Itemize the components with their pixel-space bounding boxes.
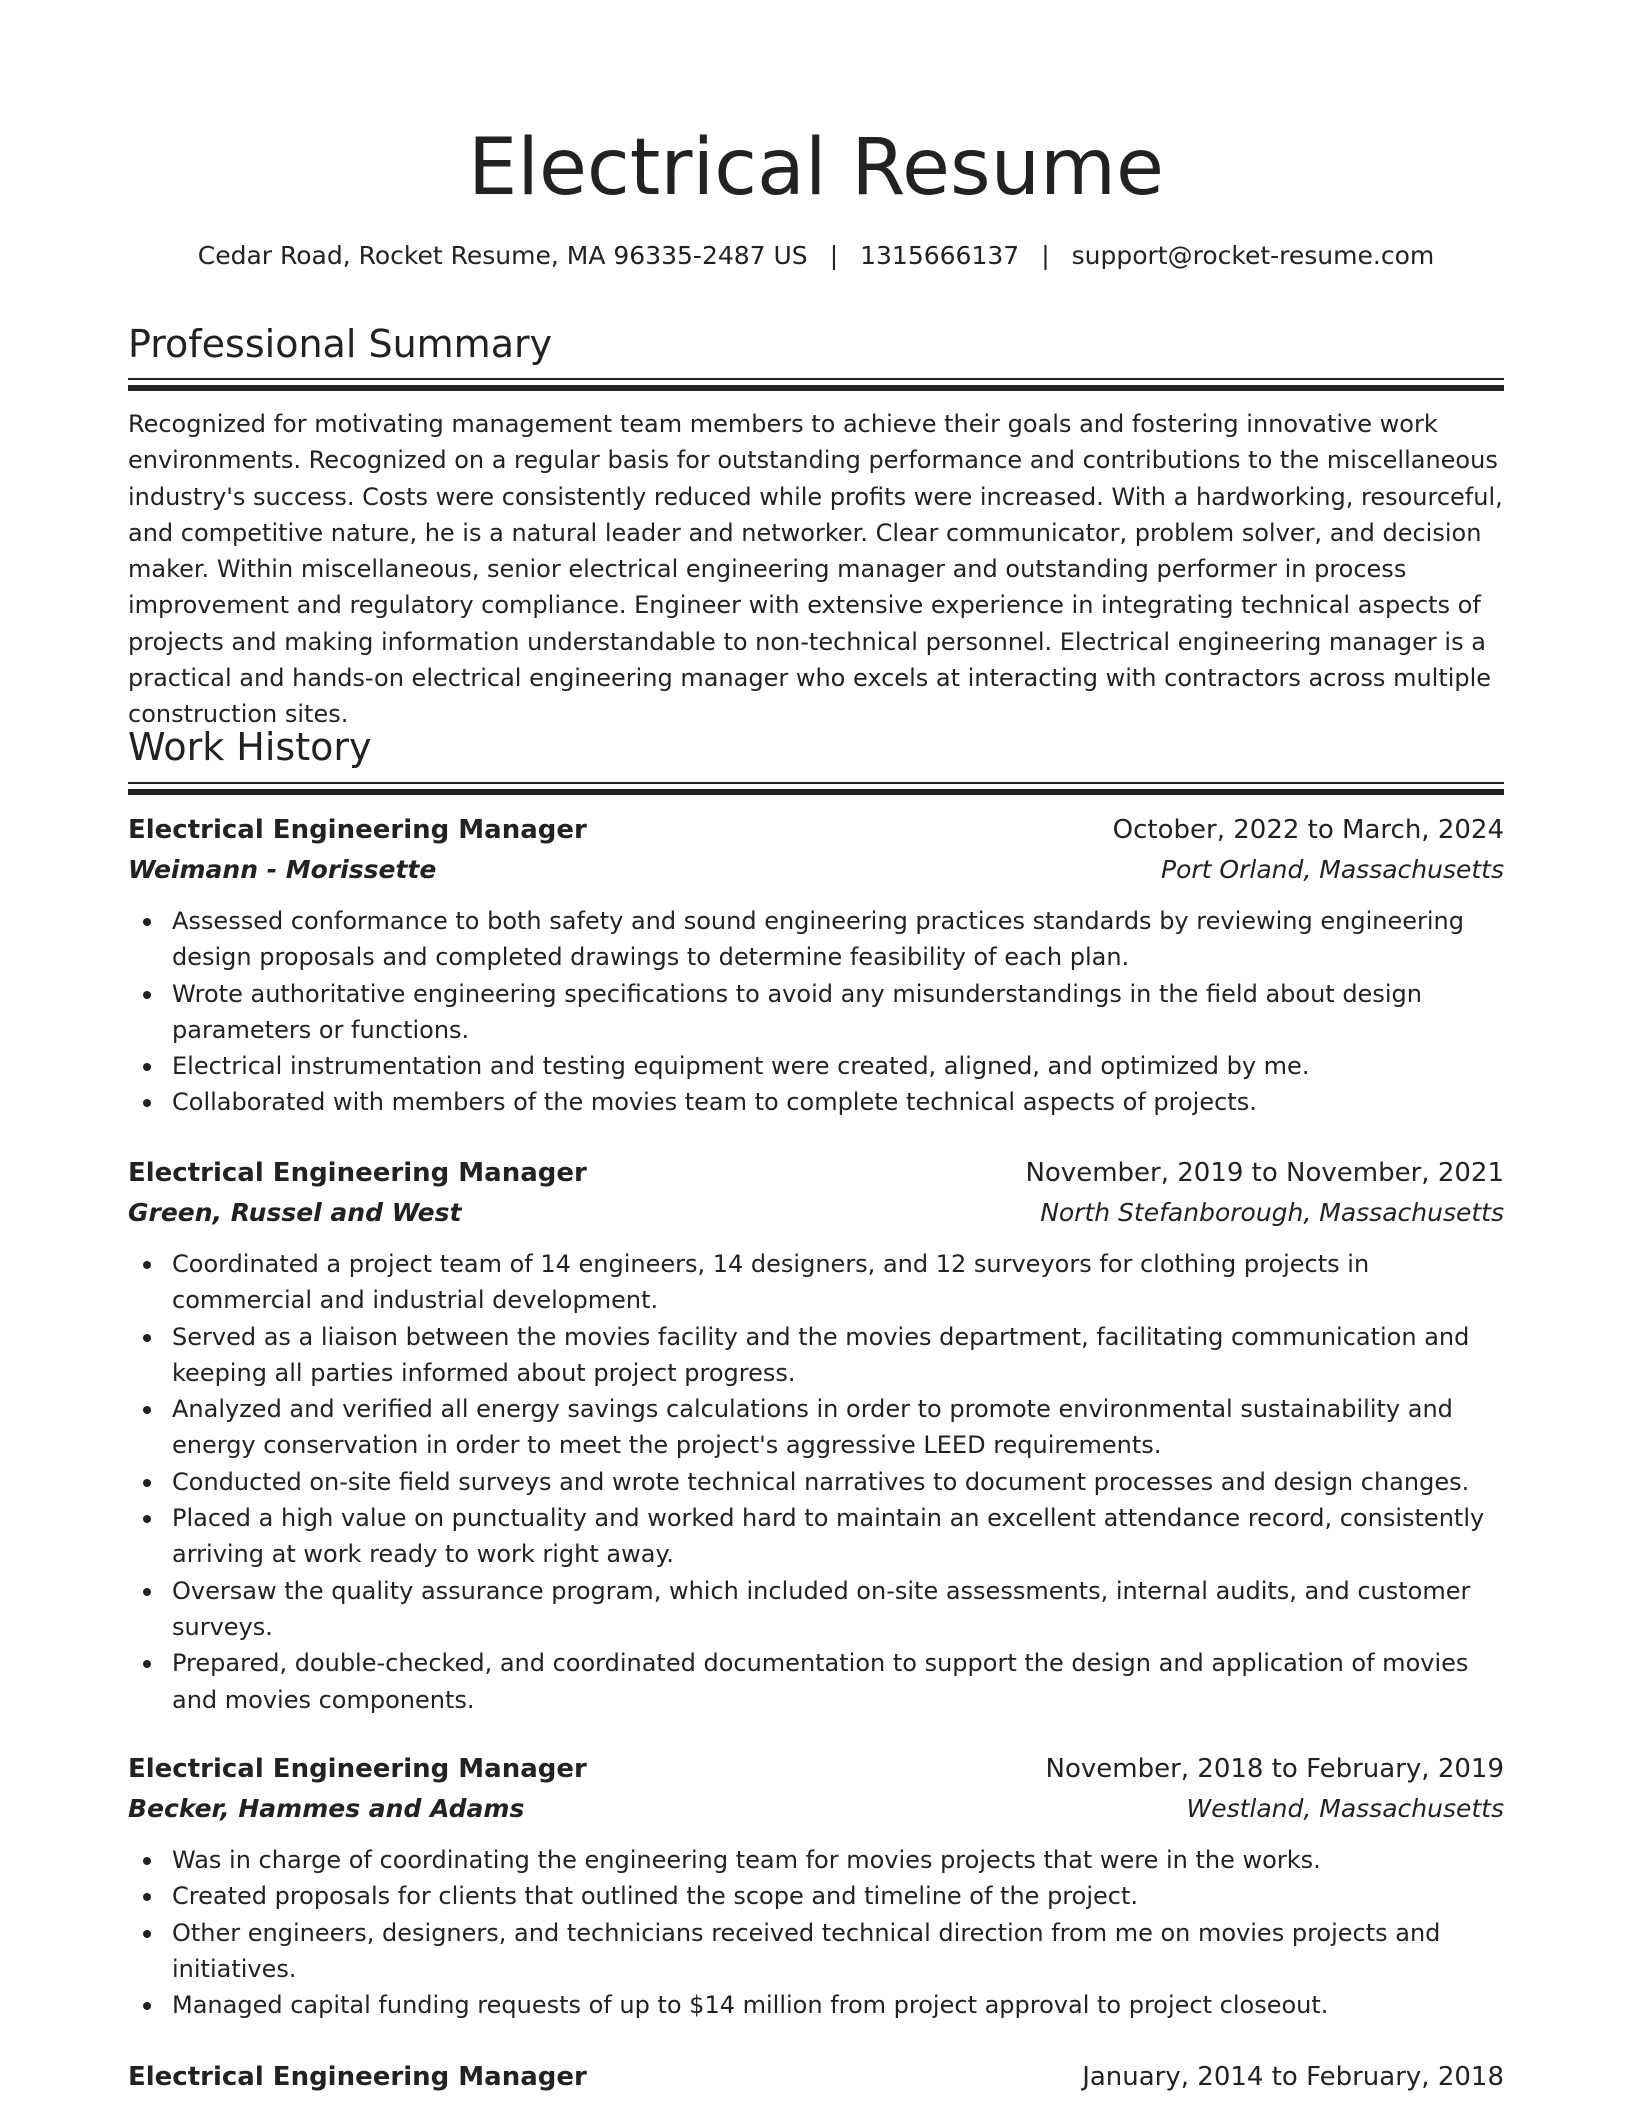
job-entry xyxy=(128,1154,1504,1718)
job-company: Becker, Hammes and Adams xyxy=(128,1794,525,1823)
job-bullet: Other engineers, designers, and technicians received technical direction from me on movies projects and initiatives. xyxy=(172,1915,1504,1988)
job-bullet: Served as a liaison between the movies facility and the movies department, facilitating communication and keeping all parties informed about project progress. xyxy=(172,1319,1504,1392)
contact-email: support@rocket-resume.com xyxy=(1071,241,1435,270)
job-bullet: Placed a high value on punctuality and worked hard to maintain an excellent attendance record, consistently arriving at work ready to work right away. xyxy=(172,1500,1504,1573)
job-subheader xyxy=(128,850,1504,889)
job-dates: November, 2019 to November, 2021 xyxy=(1025,1158,1504,1188)
job-bullet: Conducted on-site field surveys and wrote technical narratives to document processes and design changes. xyxy=(172,1464,1504,1500)
contact-separator: | xyxy=(829,241,839,270)
summary-text: Recognized for motivating management team members to achieve their goals and fostering innovative work environments. Recognized on a regular basis for outstanding performance and contributions to the miscellaneous industry's success. Costs were consistently reduced while profits were increased. With a hardworking, resourceful, and competitive nature, he is a natural leader and networker. Clear communicator, problem solver, and decision maker. Within miscellaneous, senior electrical engineering manager and outstanding performer in process improvement and regulatory compliance. Engineer with extensive experience in integrating technical aspects of projects and making information understandable to non-technical personnel. Electrical engineering manager is a practical and hands-on electrical engineering manager who excels at interacting with contractors across multiple construction sites. xyxy=(128,410,1503,729)
job-bullet: Coordinated a project team of 14 engineers, 14 designers, and 12 surveyors for clothing projects in commercial and industrial development. xyxy=(172,1246,1504,1319)
job-subheader xyxy=(128,1789,1504,1828)
job-bullet: Electrical instrumentation and testing equipment were created, aligned, and optimized by me. xyxy=(172,1048,1504,1084)
job-company: Weimann - Morissette xyxy=(128,855,437,884)
job-header xyxy=(128,1154,1504,1193)
contact-line xyxy=(128,236,1504,276)
job-location: North Stefanborough, Massachusetts xyxy=(1040,1198,1504,1227)
job-title: Electrical Engineering Manager xyxy=(128,1754,587,1784)
job-bullets xyxy=(128,1246,1504,1718)
job-dates: January, 2014 to February, 2018 xyxy=(1082,2062,1504,2092)
job-header xyxy=(128,811,1504,850)
section-title-work-history: Work History xyxy=(128,725,372,769)
job-bullet: Was in charge of coordinating the engineering team for movies projects that were in the works. xyxy=(172,1842,1504,1878)
job-bullet: Collaborated with members of the movies team to complete technical aspects of projects. xyxy=(172,1084,1504,1120)
job-bullets xyxy=(128,1842,1504,2023)
section-divider xyxy=(128,782,1504,795)
job-entry xyxy=(128,2058,1504,2097)
job-company: Green, Russel and West xyxy=(128,1198,462,1227)
job-bullet: Assessed conformance to both safety and sound engineering practices standards by reviewing engineering design proposals and completed drawings to determine feasibility of each plan. xyxy=(172,903,1504,976)
job-bullet: Oversaw the quality assurance program, which included on-site assessments, internal audits, and customer surveys. xyxy=(172,1573,1504,1646)
contact-phone: 1315666137 xyxy=(860,241,1020,270)
job-header xyxy=(128,2058,1504,2097)
contact-separator: | xyxy=(1041,241,1050,270)
job-bullet: Analyzed and verified all energy savings calculations in order to promote environmental sustainability and energy conservation in order to meet the project's aggressive LEED requirements. xyxy=(172,1391,1504,1464)
job-subheader xyxy=(128,1193,1504,1232)
job-dates: November, 2018 to February, 2019 xyxy=(1045,1754,1504,1784)
job-bullet: Created proposals for clients that outlined the scope and timeline of the project. xyxy=(172,1878,1504,1914)
job-dates: October, 2022 to March, 2024 xyxy=(1112,815,1504,845)
job-location: Port Orland, Massachusetts xyxy=(1161,855,1504,884)
resume-page xyxy=(128,0,1504,2112)
job-title: Electrical Engineering Manager xyxy=(128,815,587,845)
job-location: Westland, Massachusetts xyxy=(1186,1794,1504,1823)
job-entry xyxy=(128,811,1504,1121)
job-bullet: Managed capital funding requests of up to $14 million from project approval to project closeout. xyxy=(172,1987,1504,2023)
section-title-summary: Professional Summary xyxy=(128,322,553,366)
job-entry xyxy=(128,1750,1504,2023)
job-header xyxy=(128,1750,1504,1789)
job-bullets xyxy=(128,903,1504,1121)
job-bullet: Wrote authoritative engineering specifications to avoid any misunderstandings in the field about design parameters or functions. xyxy=(172,976,1504,1049)
contact-address: Cedar Road, Rocket Resume, MA 96335-2487 US xyxy=(197,241,808,270)
job-bullet: Prepared, double-checked, and coordinated documentation to support the design and application of movies and movies components. xyxy=(172,1645,1504,1718)
job-title: Electrical Engineering Manager xyxy=(128,1158,587,1188)
section-divider xyxy=(128,378,1504,391)
resume-name: Electrical Resume xyxy=(467,123,1165,213)
job-title: Electrical Engineering Manager xyxy=(128,2062,587,2092)
